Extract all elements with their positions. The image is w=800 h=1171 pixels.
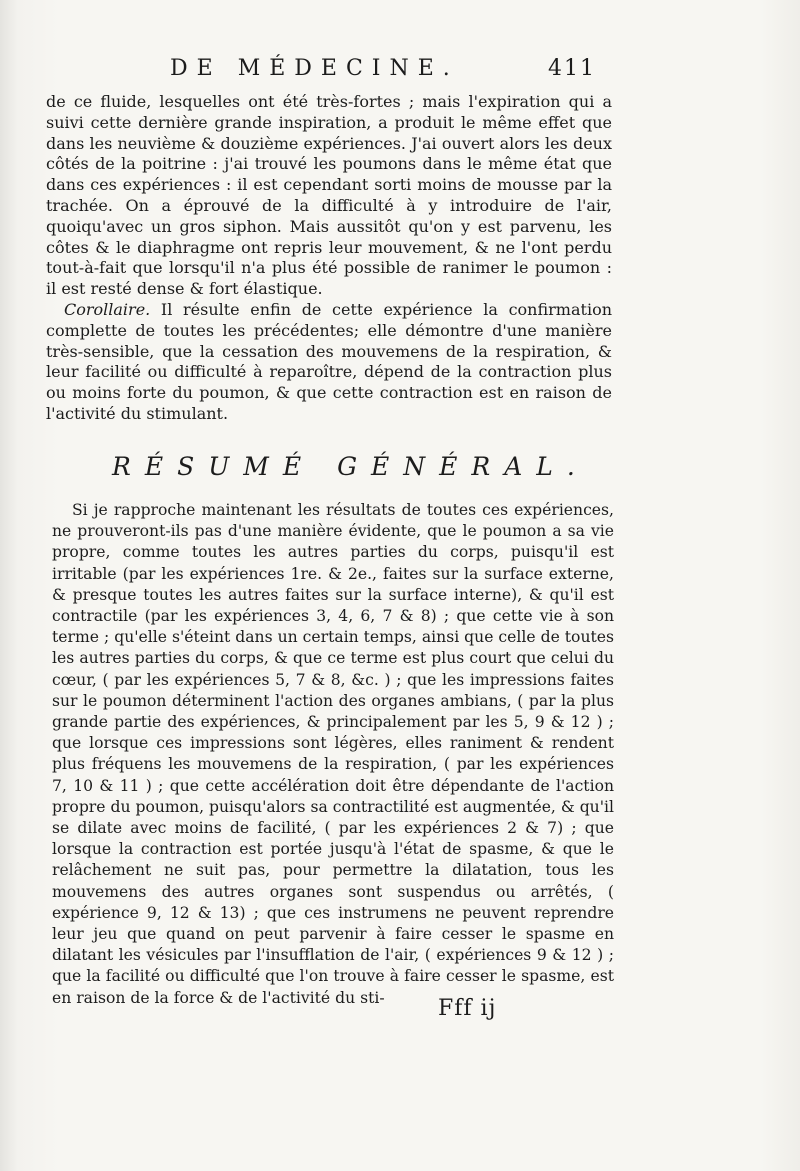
corollary-label: Corollaire. xyxy=(64,299,151,319)
running-head: DE MÉDECINE. xyxy=(170,56,459,81)
signature-mark: Fff ij xyxy=(438,996,497,1021)
body-text-resume xyxy=(52,500,614,1009)
section-heading: RÉSUMÉ GÉNÉRAL. xyxy=(112,452,589,481)
paragraph-continuation: de ce fluide, lesquelles ont été très-fortes ; mais l'expiration qui a suivi cette dernière grande inspiration, a produit le même effet que dans les neuvième & douzième expériences. J'ai ouvert alors les deux côtés de la poitrine : j'ai trouvé les poumons dans le même état que dans ces expériences : il est cependant sorti moins de mousse par la trachée. On a éprouvé de la difficulté à y introduire de l'air, quoiqu'avec un gros siphon. Mais aussitôt qu'on y est parvenu, les côtes & le diaphragme ont repris leur mouvement, & ne l'ont perdu tout-à-fait que lorsqu'il n'a plus été possible de ranimer le poumon : il est resté dense & fort élastique. xyxy=(46,92,612,299)
page-number: 411 xyxy=(548,56,596,81)
resume-paragraph: Si je rapproche maintenant les résultats de toutes ces expériences, ne prouveront-ils pas d'une manière évidente, que le poumon a sa vie propre, comme toutes les autres parties du corps, puisqu'il est irritable (par les expériences 1re. & 2e., faites sur la surface externe, & presque toutes les autres faites sur la surface interne), & qu'il est contractile (par les expériences 3, 4, 6, 7 & 8) ; que cette vie à son terme ; qu'elle s'éteint dans un certain temps, ainsi que celle de toutes les autres parties du corps, & que ce terme est plus court que celui du cœur, ( par les expériences 5, 7 & 8, &c. ) ; que les impressions faites sur le poumon déterminent l'action des organes ambians, ( par la plus grande partie des expériences, & principalement par les 5, 9 & 12 ) ; que lorsque ces impressions sont légères, elles raniment & rendent plus fréquens les mouvemens de la respiration, ( par les expériences 7, 10 & 11 ) ; que cette accélération doit être dépendante de l'action propre du poumon, puisqu'alors sa contractilité est augmentée, & qu'il se dilate avec moins de facilité, ( par les expériences 2 & 7) ; que lorsque la contraction est portée jusqu'à l'état de spasme, & que le relâchement ne suit pas, pour permettre la dilatation, tous les mouvemens des autres organes sont suspendus ou arrêtés, ( expérience 9, 12 & 13) ; que ces instrumens ne peuvent reprendre leur jeu que quand on peut parvenir à faire cesser le spasme en dilatant les vésicules par l'insufflation de l'air, ( expériences 9 & 12 ) ; que la facilité ou difficulté que l'on trouve à faire cesser le spasme, est en raison de la force & de l'activité du sti- xyxy=(52,501,614,1007)
corollary-text: Il résulte enfin de cette expérience la confirmation complette de toutes les précédentes; elle démontre d'une manière très-sensible, que la cessation des mouvemens de la respiration, & leur facilité ou difficulté à reparoître, dépend de la contraction plus ou moins forte du poumon, & que cette contraction est en raison de l'activité du stimulant. xyxy=(46,299,612,423)
body-text-top xyxy=(46,92,612,425)
page-header xyxy=(0,56,800,86)
corollary-paragraph xyxy=(46,300,612,425)
